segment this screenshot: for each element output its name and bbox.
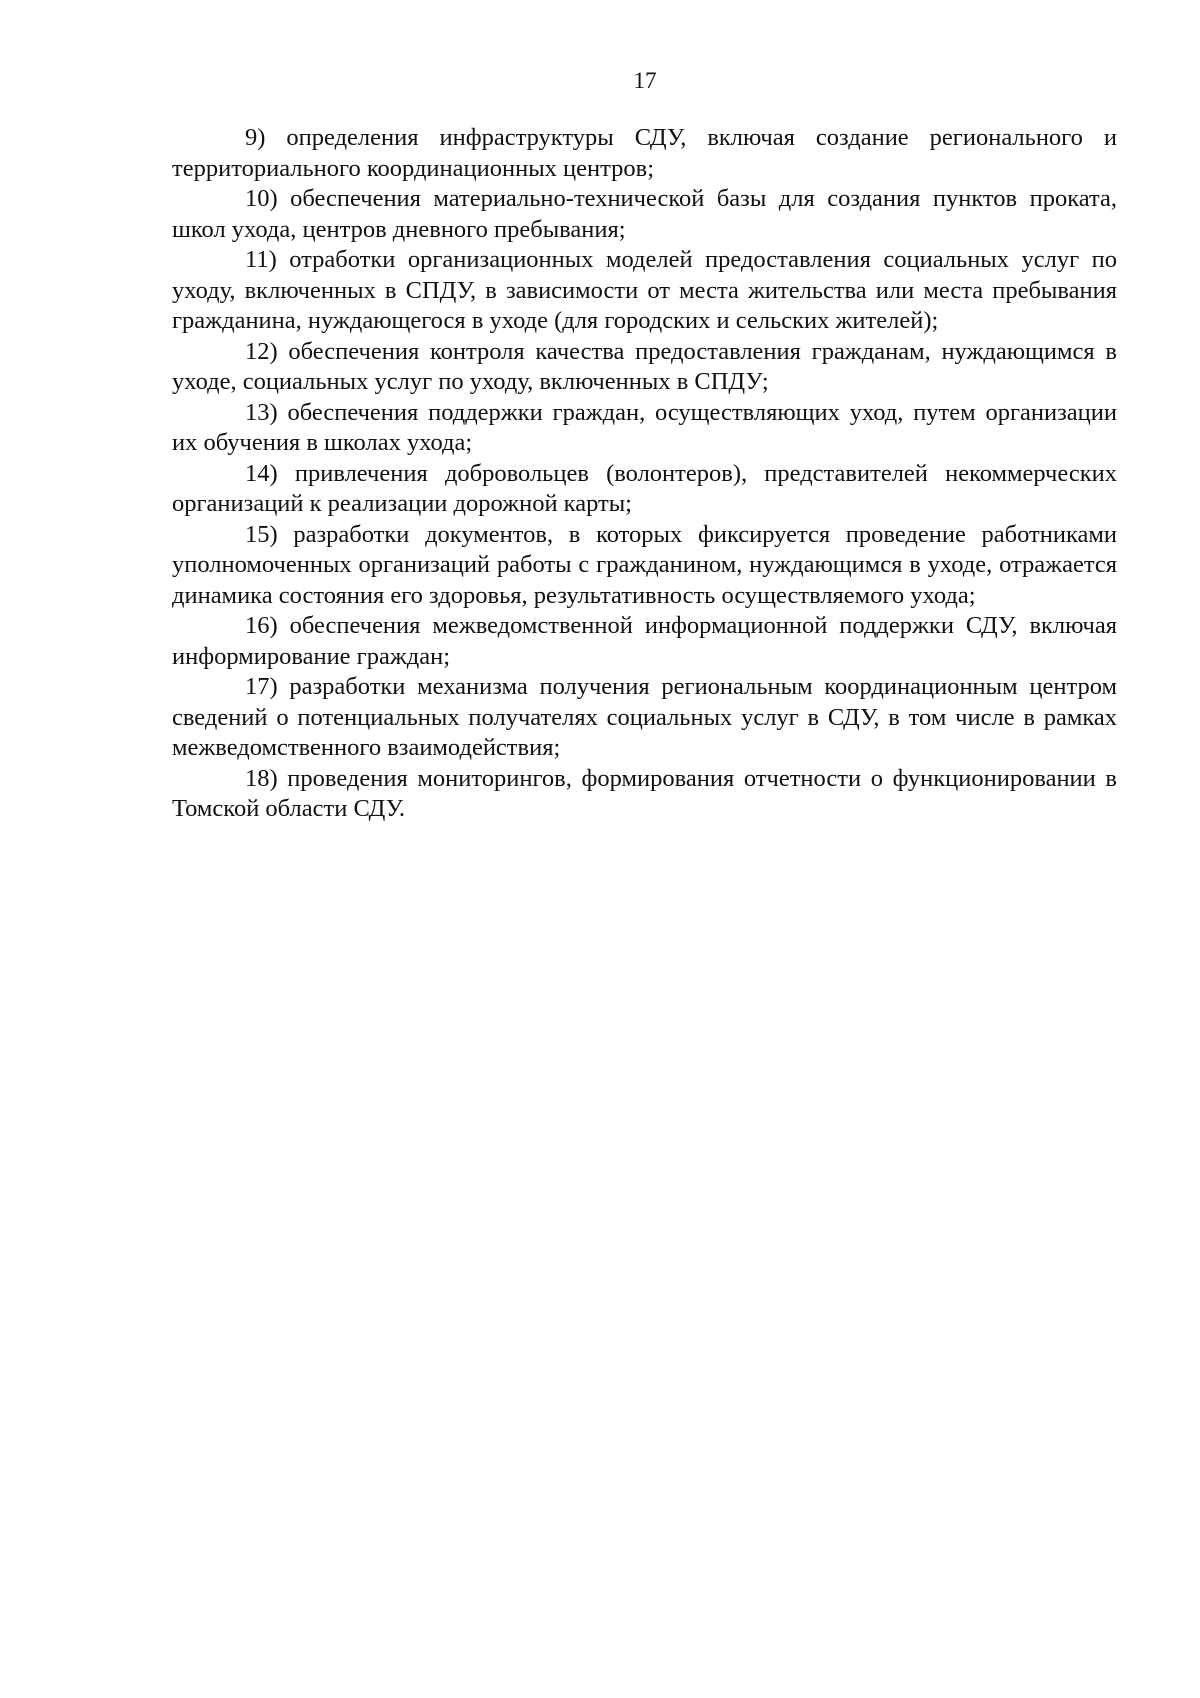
list-item-17: 17) разработки механизма получения региональным координационным центром сведений о потенциальных получателях социальных услуг в СДУ, в том числе в рамках межведомственного взаимодействия; (172, 673, 1117, 761)
document-body (172, 123, 1117, 825)
list-item-12: 12) обеспечения контроля качества предоставления гражданам, нуждающимся в уходе, социальных услуг по уходу, включенных в СПДУ; (172, 337, 1117, 395)
list-item-11: 11) отработки организационных моделей предоставления социальных услуг по уходу, включенных в СПДУ, в зависимости от места жительства или места пребывания гражданина, нуждающегося в уходе (для городских и сельских жителей); (172, 246, 1117, 334)
list-item-15: 15) разработки документов, в которых фиксируется проведение работниками уполномоченных организаций работы с гражданином, нуждающимся в уходе, отражается динамика состояния его здоровья, результативность осуществляемого ухода; (172, 520, 1117, 609)
list-item-14: 14) привлечения добровольцев (волонтеров), представителей некоммерческих организаций к реализации дорожной карты; (172, 459, 1117, 517)
list-item-13: 13) обеспечения поддержки граждан, осуществляющих уход, путем организации их обучения в школах ухода; (172, 398, 1117, 456)
list-item-16: 16) обеспечения межведомственной информационной поддержки СДУ, включая информирование граждан; (172, 612, 1117, 670)
list-item-10: 10) обеспечения материально-технической базы для создания пунктов проката, школ ухода, центров дневного пребывания; (172, 185, 1117, 243)
list-item-9: 9) определения инфраструктуры СДУ, включая создание регионального и территориального координационных центров; (172, 124, 1117, 182)
list-item-18: 18) проведения мониторингов, формирования отчетности о функционировании в Томской области СДУ. (172, 764, 1117, 822)
page-number: 17 (633, 68, 657, 93)
